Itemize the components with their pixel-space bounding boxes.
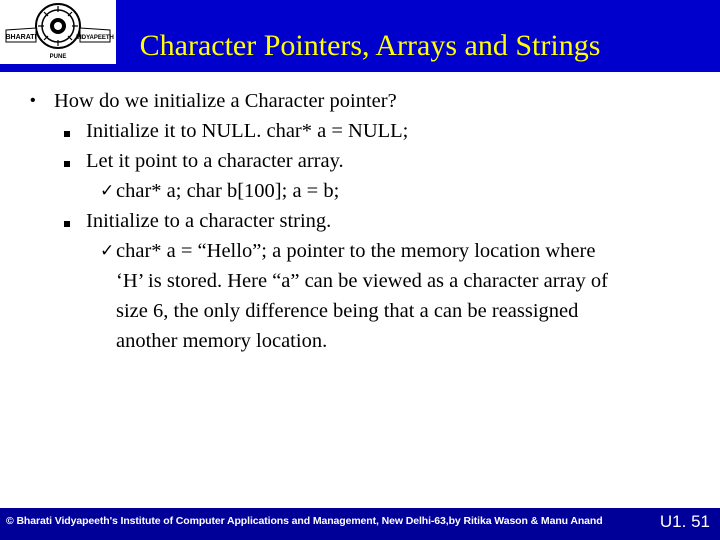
bullet-continuation [116,266,608,296]
logo-text-right: VIDYAPEETH [76,35,114,41]
square-bullet-icon [64,146,70,176]
square-bullet-icon [64,206,70,236]
bullet-continuation [116,296,578,326]
institute-logo [0,0,116,64]
bullet-text: size 6, the only difference being that a can be reassigned [116,300,579,322]
bullet-text: char* a = “Hello”; a pointer to the memory location where [116,240,596,262]
bullet-text: Let it point to a character array. [86,150,344,172]
logo-text-left: BHARATI [5,34,37,41]
square-bullet-icon [64,116,70,146]
bullet-text: another memory location. [116,330,328,352]
checkmark-icon: ✓ [100,181,115,201]
logo-text-bottom: PUNE [49,54,67,60]
bullet-text: How do we initialize a Character pointer? [54,90,397,112]
slide-title: Character Pointers, Arrays and Strings [139,29,601,62]
bullet-text: Initialize it to NULL. char* a = NULL; [86,120,409,142]
bullet-text: char* a; char b[100]; a = b; [116,180,340,202]
checkmark-icon: ✓ [100,241,115,261]
footer-bar [0,508,720,540]
bullet-text: ‘H’ is stored. Here “a” can be viewed as a character array of [116,270,608,292]
bullet-continuation [116,326,327,356]
footer-copyright: © Bharati Vidyapeeth's Institute of Computer Applications and Management, New Delhi-63,by Ritika Wason & Manu Anand [6,515,603,527]
bullet-dot-icon: • [30,92,36,109]
slide-number: U1. 51 [659,512,710,531]
bullet-text: Initialize to a character string. [86,210,332,232]
